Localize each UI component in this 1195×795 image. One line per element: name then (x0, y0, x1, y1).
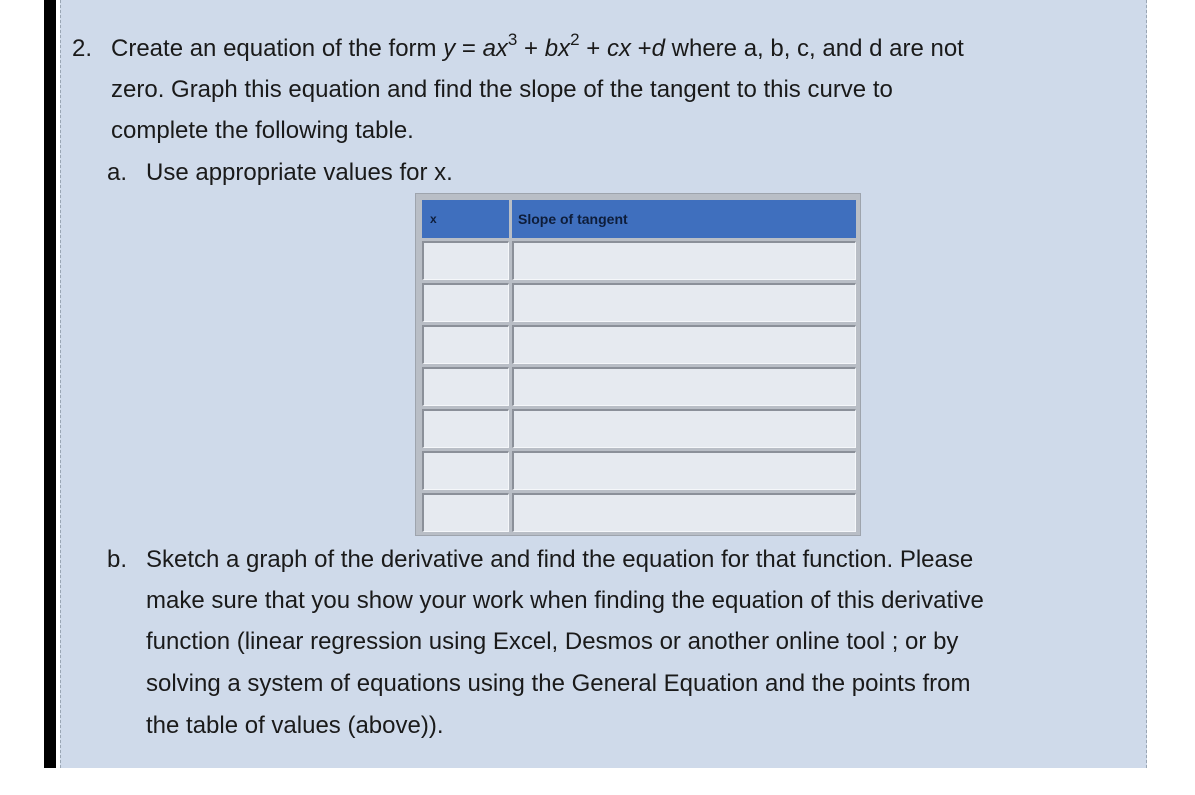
header-x: x (422, 200, 509, 238)
x-cell[interactable] (422, 409, 509, 448)
slope-table-grid (419, 197, 859, 535)
table-row (422, 493, 856, 532)
table-row (422, 451, 856, 490)
x-cell[interactable] (422, 241, 509, 280)
question-line-2: zero. Graph this equation and find the slope of the tangent to this curve to (111, 76, 893, 103)
part-b-line-5: the table of values (above)). (146, 712, 444, 739)
part-b-line-3: function (linear regression using Excel, Desmos or another online tool ; or by (146, 628, 959, 655)
table-row (422, 409, 856, 448)
table-header-row (422, 200, 856, 238)
left-margin-bar (44, 0, 56, 768)
x-cell[interactable] (422, 283, 509, 322)
table-row (422, 325, 856, 364)
x-cell[interactable] (422, 367, 509, 406)
slope-cell[interactable] (512, 325, 856, 364)
header-slope-of-tangent: Slope of tangent (512, 200, 856, 238)
slope-cell[interactable] (512, 367, 856, 406)
part-b-line-4: solving a system of equations using the General Equation and the points from (146, 670, 971, 697)
slope-cell[interactable] (512, 451, 856, 490)
x-cell[interactable] (422, 325, 509, 364)
part-a-label: a. (107, 159, 128, 186)
part-a-text: Use appropriate values for x. (146, 159, 453, 186)
slope-cell[interactable] (512, 283, 856, 322)
part-b-label: b. (107, 546, 128, 573)
x-cell[interactable] (422, 493, 509, 532)
table-row (422, 241, 856, 280)
slope-cell[interactable] (512, 241, 856, 280)
question-line-1: Create an equation of the form $y = ax^3 + bx^2$ + cx +d where a, b, c, and d are not (111, 30, 964, 62)
slope-cell[interactable] (512, 493, 856, 532)
table-row (422, 367, 856, 406)
x-cell[interactable] (422, 451, 509, 490)
part-b-line-1: Sketch a graph of the derivative and find the equation for that function. Please (146, 546, 974, 573)
question-number: 2. (72, 35, 93, 62)
question-line-3: complete the following table. (111, 117, 414, 144)
part-b-line-2: make sure that you show your work when finding the equation of this derivative (146, 587, 984, 614)
table-row (422, 283, 856, 322)
slope-table (415, 193, 861, 536)
slope-cell[interactable] (512, 409, 856, 448)
